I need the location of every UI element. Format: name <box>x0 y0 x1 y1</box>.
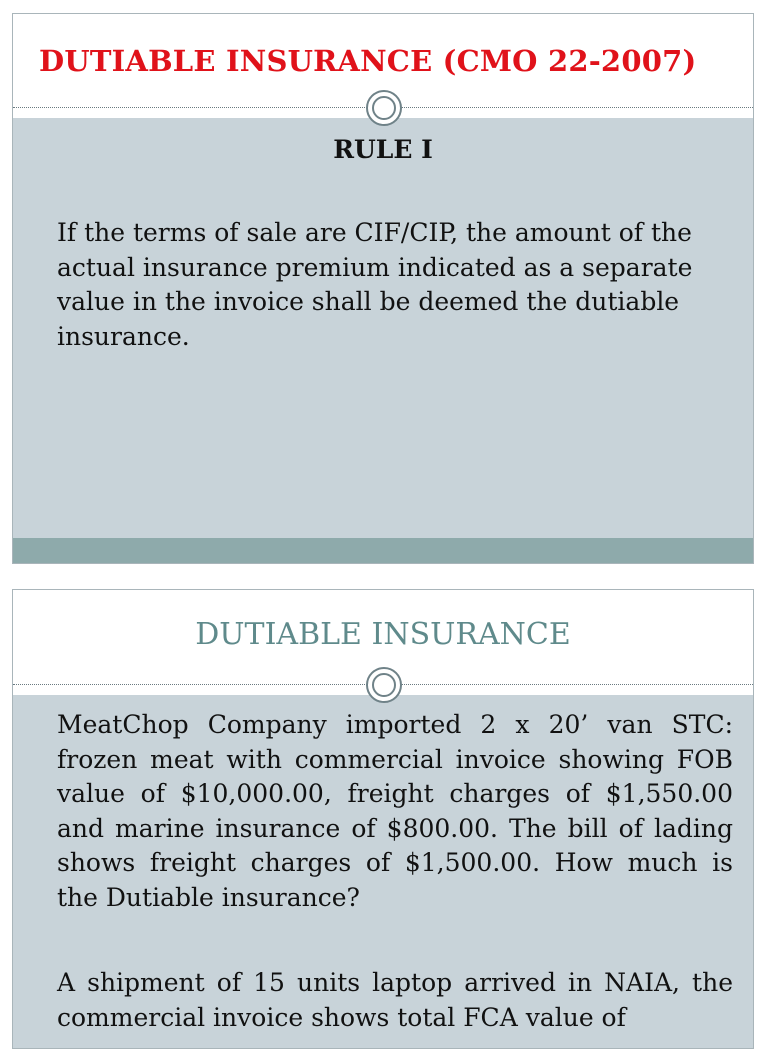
slide-rule-i <box>12 13 754 564</box>
slide-footer-bar <box>13 538 753 564</box>
rule-text: If the terms of sale are CIF/CIP, the amount of the actual insurance premium indicated as a separate value in the invoice shall be deemed the dutiable insurance. <box>57 218 693 351</box>
slide-title: DUTIABLE INSURANCE (CMO 22-2007) <box>39 44 697 78</box>
rule-heading: RULE I <box>333 135 433 164</box>
slide-dutiable-insurance <box>12 589 754 1049</box>
ring-ornament-icon <box>366 90 402 126</box>
slide-title: DUTIABLE INSURANCE <box>195 617 571 652</box>
ring-ornament-icon <box>366 667 402 703</box>
problem-text-1: MeatChop Company imported 2 x 20’ van STC: frozen meat with commercial invoice showing FOB value of $10,000.00, freight charges of $1,550.00 and marine insurance of $800.00. The bill of lading shows freight charges of $1,500.00. How much is the Dutiable insurance? <box>57 710 733 912</box>
problem-text-2: A shipment of 15 units laptop arrived in NAIA, the commercial invoice shows total FCA value of <box>57 968 733 1032</box>
